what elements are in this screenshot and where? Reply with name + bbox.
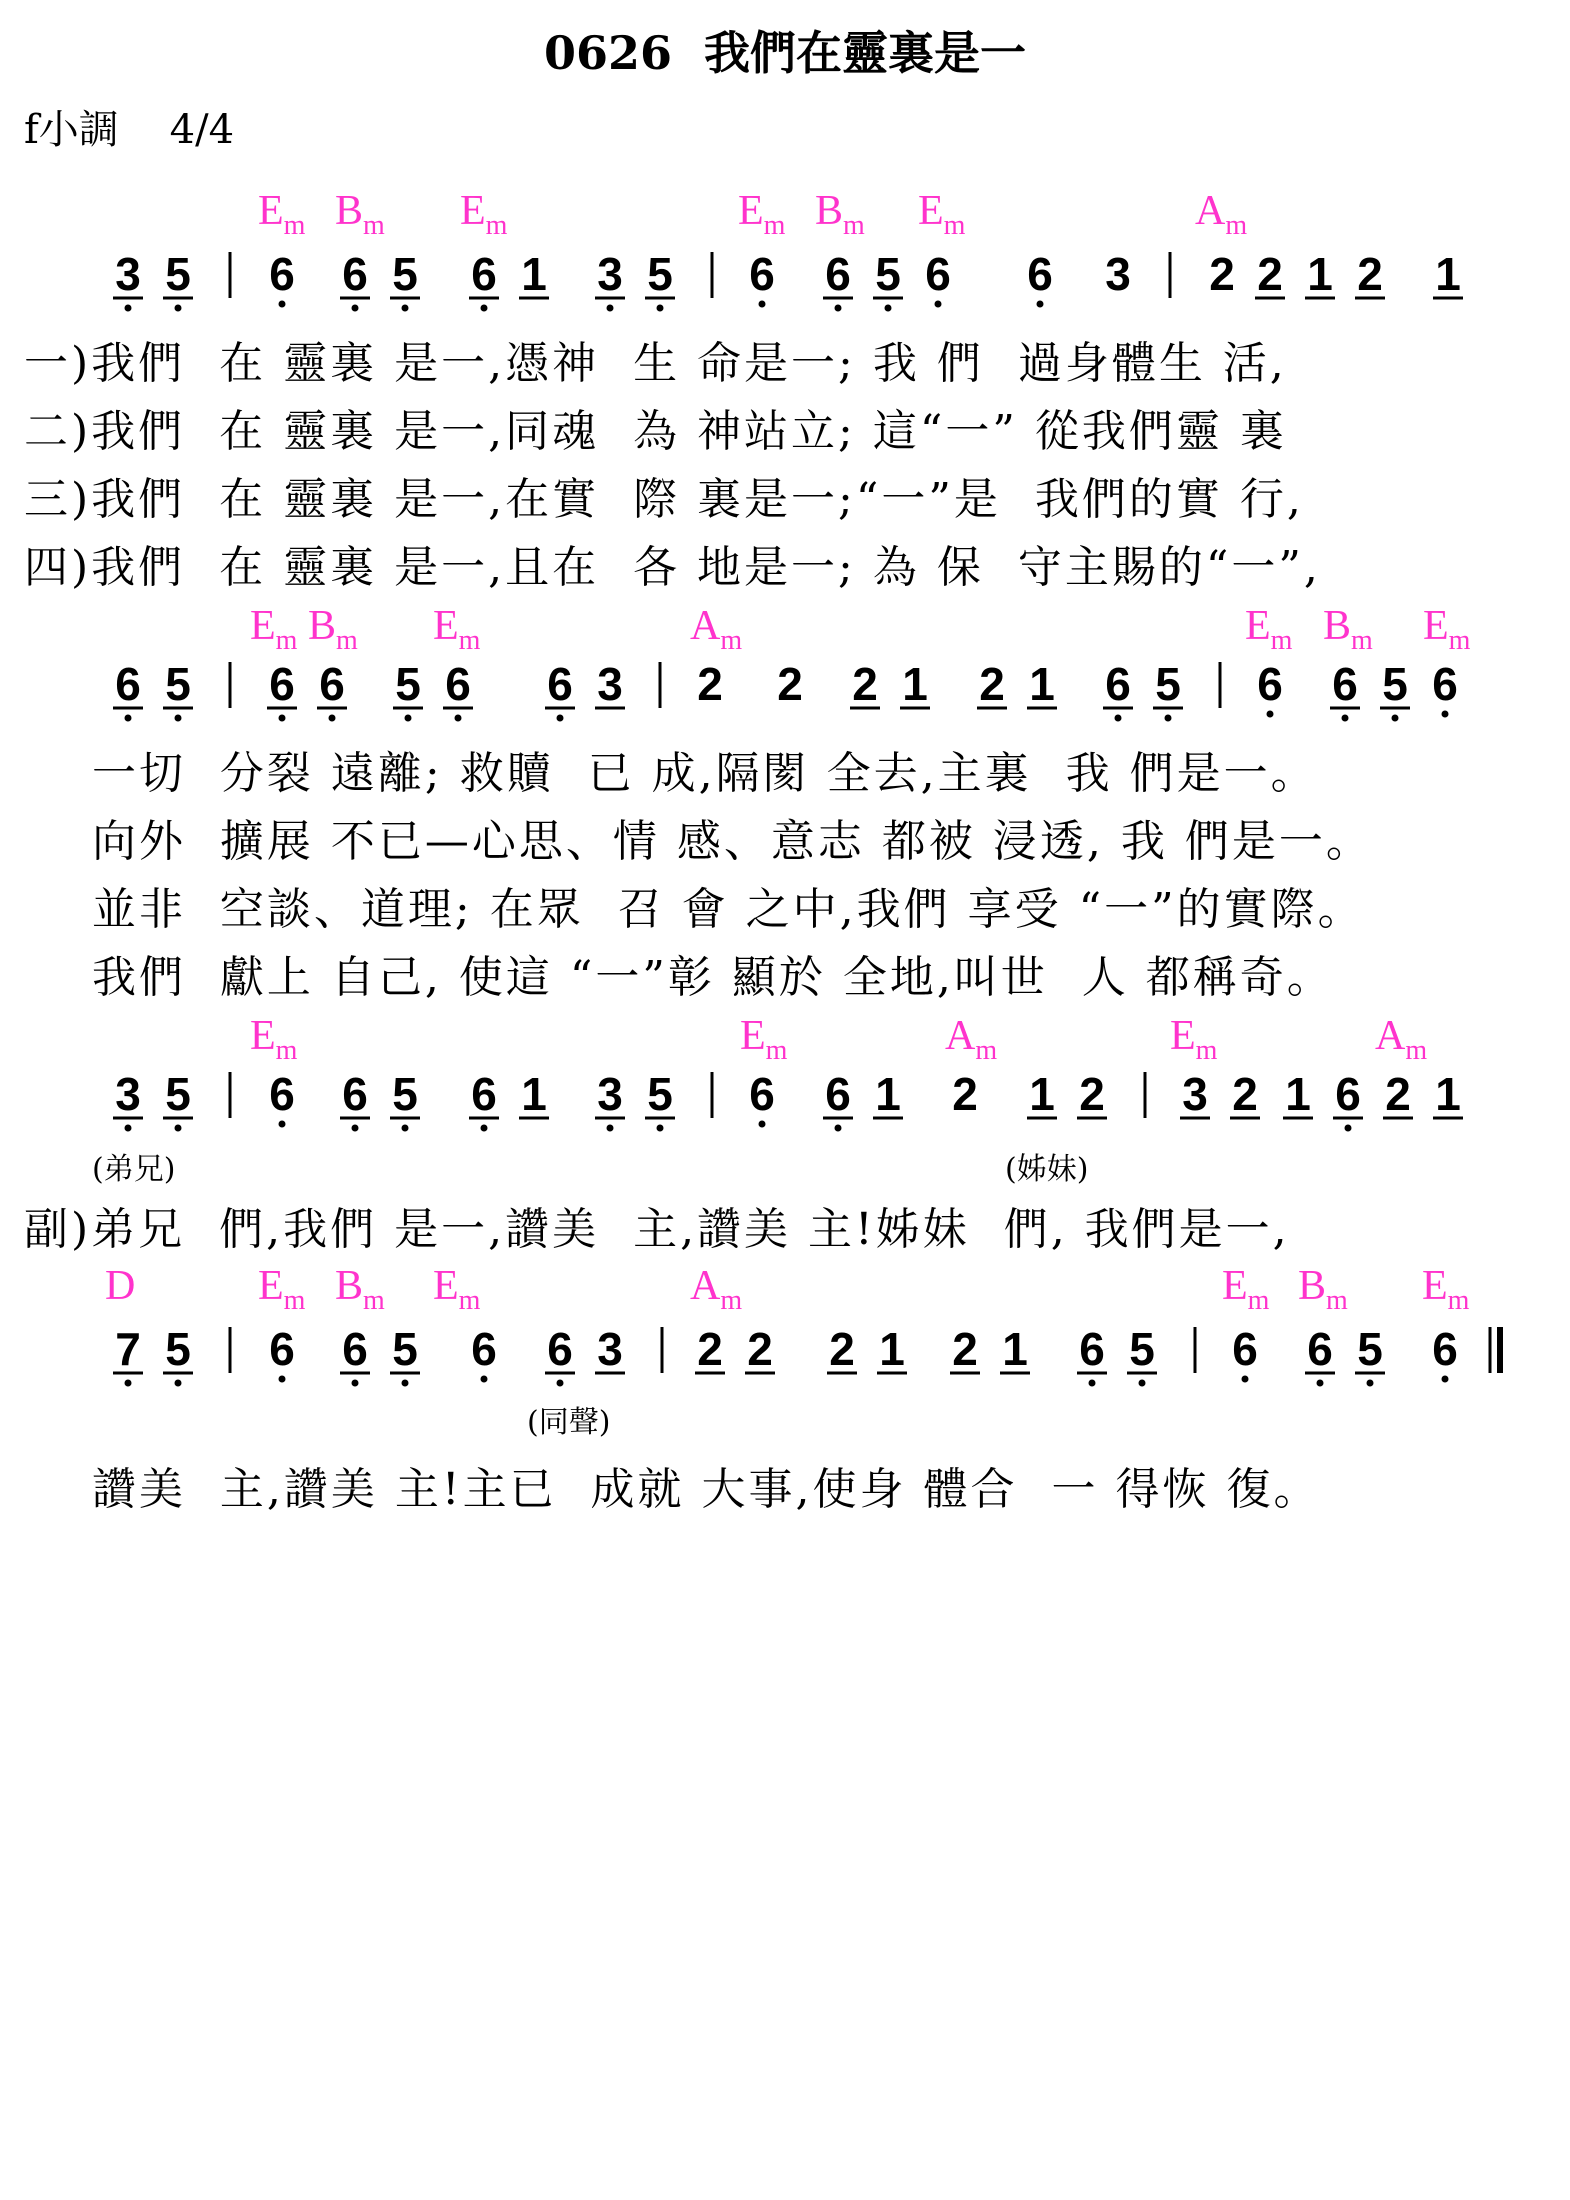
note: 6 [269, 248, 295, 300]
chord-quality: m [720, 625, 743, 656]
note: 6 [1232, 1323, 1258, 1375]
chord-quality: m [363, 210, 385, 241]
note: 5 [875, 248, 901, 300]
note: 2 [852, 658, 878, 710]
octave-dot [1392, 715, 1399, 722]
octave-dot [125, 1125, 132, 1132]
octave-dot [279, 715, 286, 722]
note: 6 [547, 1323, 573, 1375]
note: 2 [697, 658, 723, 710]
octave-dot [329, 715, 336, 722]
note: 3 [597, 1323, 623, 1375]
lyric-line: 一)我們 在 靈裏 是一,憑神 生 命是一; 我 們 過身體生 活, [24, 338, 1287, 389]
chord-quality: m [1270, 625, 1293, 656]
octave-dot [175, 305, 182, 312]
octave-dot [1367, 1380, 1374, 1387]
chord-quality: m [720, 1285, 743, 1316]
octave-dot [279, 1376, 286, 1383]
chord-root: E [740, 1013, 766, 1059]
note: 2 [829, 1323, 855, 1375]
note: 1 [879, 1323, 905, 1375]
octave-dot [1317, 1380, 1324, 1387]
octave-dot [481, 1376, 488, 1383]
lyric-line: 三)我們 在 靈裏 是一,在實 際 裏是一;“一”是 我們的實 行, [24, 474, 1304, 525]
chord-root: E [1222, 1263, 1248, 1309]
note: 5 [392, 1068, 418, 1120]
chord-quality: m [458, 625, 481, 656]
octave-dot [1442, 1376, 1449, 1383]
note: 6 [342, 1068, 368, 1120]
note: 6 [342, 248, 368, 300]
chord-quality: m [765, 1035, 788, 1066]
note: 2 [777, 658, 803, 710]
note: 6 [1332, 658, 1358, 710]
note: 1 [1029, 658, 1055, 710]
octave-dot [657, 1125, 664, 1132]
chord-root: E [1422, 1263, 1448, 1309]
chord-quality: m [283, 1285, 306, 1316]
key-signature: f小調 4/4 [24, 107, 235, 153]
octave-dot [1037, 301, 1044, 308]
chord-root: E [258, 188, 284, 234]
octave-dot [175, 715, 182, 722]
octave-dot [402, 1125, 409, 1132]
note: 3 [115, 1068, 141, 1120]
octave-dot [607, 305, 614, 312]
lyric-line: 我們 獻上 自己, 使這 “一”彰 顯於 全地,叫世 人 都稱奇。 [24, 952, 1334, 1003]
chord-quality: m [363, 1285, 385, 1316]
note: 6 [269, 1323, 295, 1375]
note: 5 [165, 248, 191, 300]
chord-root: A [690, 603, 721, 649]
note: 5 [1155, 658, 1181, 710]
octave-dot [835, 1125, 842, 1132]
chord-root: A [1195, 188, 1226, 234]
chord-quality: m [1225, 210, 1248, 241]
note: 5 [165, 1323, 191, 1375]
chord-quality: m [975, 1035, 998, 1066]
octave-dot [125, 715, 132, 722]
note: 6 [1432, 658, 1458, 710]
octave-dot [657, 305, 664, 312]
chord-quality: m [458, 1285, 481, 1316]
note: 2 [1357, 248, 1383, 300]
octave-dot [175, 1125, 182, 1132]
note: 1 [521, 1068, 547, 1120]
octave-dot [557, 715, 564, 722]
chord-root: E [1170, 1013, 1196, 1059]
note: 5 [165, 1068, 191, 1120]
note: 3 [597, 658, 623, 710]
note: 6 [319, 658, 345, 710]
octave-dot [455, 715, 462, 722]
chord-quality: m [943, 210, 966, 241]
chord-root: A [945, 1013, 976, 1059]
note: 1 [875, 1068, 901, 1120]
note: 2 [1209, 248, 1235, 300]
chord-quality: m [1351, 625, 1373, 656]
chord-quality: m [763, 210, 786, 241]
note: 1 [1307, 248, 1333, 300]
note: 5 [1382, 658, 1408, 710]
octave-dot [835, 305, 842, 312]
octave-dot [1165, 715, 1172, 722]
note: 6 [342, 1323, 368, 1375]
note: 6 [445, 658, 471, 710]
chord-root: B [815, 188, 844, 234]
octave-dot [1342, 715, 1349, 722]
octave-dot [352, 305, 359, 312]
note: 6 [1307, 1323, 1333, 1375]
voice-marking: (弟兄) [92, 1152, 176, 1187]
note: 6 [115, 658, 141, 710]
note: 2 [1385, 1068, 1411, 1120]
octave-dot [402, 305, 409, 312]
note: 2 [697, 1323, 723, 1375]
chord-root: E [250, 1013, 276, 1059]
note: 2 [952, 1323, 978, 1375]
octave-dot [125, 1380, 132, 1387]
note: 3 [1182, 1068, 1208, 1120]
chord-quality: m [283, 210, 306, 241]
note: 6 [269, 658, 295, 710]
note: 6 [1027, 248, 1053, 300]
chord-root: A [1375, 1013, 1406, 1059]
lyric-line: 副)弟兄 們,我們 是一,讚美 主,讚美 主!姊妹 們, 我們是一, [24, 1204, 1290, 1255]
lyric-line: 讚美 主,讚美 主!主已 成就 大事,使身 體合 一 得恢 復。 [24, 1464, 1321, 1515]
chord-root: E [433, 1263, 459, 1309]
octave-dot [352, 1125, 359, 1132]
octave-dot [1139, 1380, 1146, 1387]
octave-dot [1267, 711, 1274, 718]
lyric-line: 並非 空談、道理; 在眾 召 會 之中,我們 享受 “一”的實際。 [24, 884, 1365, 935]
note: 6 [825, 248, 851, 300]
chord-root: E [258, 1263, 284, 1309]
octave-dot [607, 1125, 614, 1132]
note: 5 [392, 1323, 418, 1375]
note: 3 [597, 1068, 623, 1120]
chord-root: E [1423, 603, 1449, 649]
chord-root: E [433, 603, 459, 649]
chord-quality: m [275, 1035, 298, 1066]
note: 6 [1079, 1323, 1105, 1375]
note: 7 [115, 1323, 141, 1375]
octave-dot [175, 1380, 182, 1387]
note: 3 [1105, 248, 1131, 300]
note: 5 [1357, 1323, 1383, 1375]
note: 2 [747, 1323, 773, 1375]
note: 6 [749, 248, 775, 300]
note: 1 [1002, 1323, 1028, 1375]
page-title: 0626 我們在靈裏是一 [543, 26, 1027, 80]
note: 6 [471, 1068, 497, 1120]
note: 2 [979, 658, 1005, 710]
note: 2 [1079, 1068, 1105, 1120]
chord-quality: m [336, 625, 358, 656]
chord-root: E [1245, 603, 1271, 649]
octave-dot [1115, 715, 1122, 722]
note: 6 [925, 248, 951, 300]
octave-dot [1089, 1380, 1096, 1387]
chord-quality: m [843, 210, 865, 241]
octave-dot [935, 301, 942, 308]
chord-quality: m [1195, 1035, 1218, 1066]
note: 6 [1105, 658, 1131, 710]
note: 5 [165, 658, 191, 710]
lyric-line: 二)我們 在 靈裏 是一,同魂 為 神站立; 這“一” 從我們靈 裏 [24, 406, 1287, 457]
chord-quality: m [1447, 1285, 1470, 1316]
chord-quality: m [1448, 625, 1471, 656]
chord-root: E [918, 188, 944, 234]
chord-root: E [250, 603, 276, 649]
note: 2 [952, 1068, 978, 1120]
note: 2 [1232, 1068, 1258, 1120]
octave-dot [1345, 1125, 1352, 1132]
octave-dot [481, 1125, 488, 1132]
octave-dot [125, 305, 132, 312]
chord-root: E [738, 188, 764, 234]
chord-quality: m [275, 625, 298, 656]
note: 6 [1257, 658, 1283, 710]
voice-marking: (姊妹) [1005, 1152, 1089, 1187]
lyric-line: 向外 擴展 不已—心思、情 感、意志 都被 浸透, 我 們是一。 [24, 816, 1373, 867]
note: 1 [521, 248, 547, 300]
note: 1 [902, 658, 928, 710]
octave-dot [405, 715, 412, 722]
octave-dot [279, 301, 286, 308]
note: 6 [269, 1068, 295, 1120]
note: 1 [1029, 1068, 1055, 1120]
chord-root: B [1298, 1263, 1327, 1309]
note: 5 [395, 658, 421, 710]
note: 6 [547, 658, 573, 710]
chord-quality: m [1405, 1035, 1428, 1066]
note: 6 [1335, 1068, 1361, 1120]
chord-quality: m [485, 210, 508, 241]
note: 3 [115, 248, 141, 300]
note: 5 [1129, 1323, 1155, 1375]
octave-dot [759, 301, 766, 308]
note: 1 [1285, 1068, 1311, 1120]
note: 2 [1257, 248, 1283, 300]
note: 6 [749, 1068, 775, 1120]
chord-root: D [105, 1263, 136, 1309]
note: 6 [471, 248, 497, 300]
octave-dot [279, 1121, 286, 1128]
chord-root: B [335, 188, 364, 234]
octave-dot [885, 305, 892, 312]
note: 3 [597, 248, 623, 300]
chord-quality: m [1247, 1285, 1270, 1316]
voice-marking: (同聲) [527, 1405, 611, 1440]
lyric-line: 四)我們 在 靈裏 是一,且在 各 地是一; 為 保 守主賜的“一”, [24, 542, 1321, 593]
note: 1 [1435, 248, 1461, 300]
chord-root: B [335, 1263, 364, 1309]
note: 5 [647, 1068, 673, 1120]
lyric-line: 一切 分裂 遠離; 救贖 已 成,隔閡 全去,主裏 我 們是一。 [24, 748, 1318, 799]
note: 6 [1432, 1323, 1458, 1375]
octave-dot [1442, 711, 1449, 718]
note: 6 [825, 1068, 851, 1120]
octave-dot [481, 305, 488, 312]
octave-dot [1242, 1376, 1249, 1383]
note: 6 [471, 1323, 497, 1375]
chord-root: E [460, 188, 486, 234]
chord-root: B [308, 603, 337, 649]
note: 5 [392, 248, 418, 300]
note: 5 [647, 248, 673, 300]
octave-dot [402, 1380, 409, 1387]
octave-dot [557, 1380, 564, 1387]
note: 1 [1435, 1068, 1461, 1120]
octave-dot [759, 1121, 766, 1128]
chord-root: B [1323, 603, 1352, 649]
chord-quality: m [1326, 1285, 1348, 1316]
chord-root: A [690, 1263, 721, 1309]
octave-dot [352, 1380, 359, 1387]
